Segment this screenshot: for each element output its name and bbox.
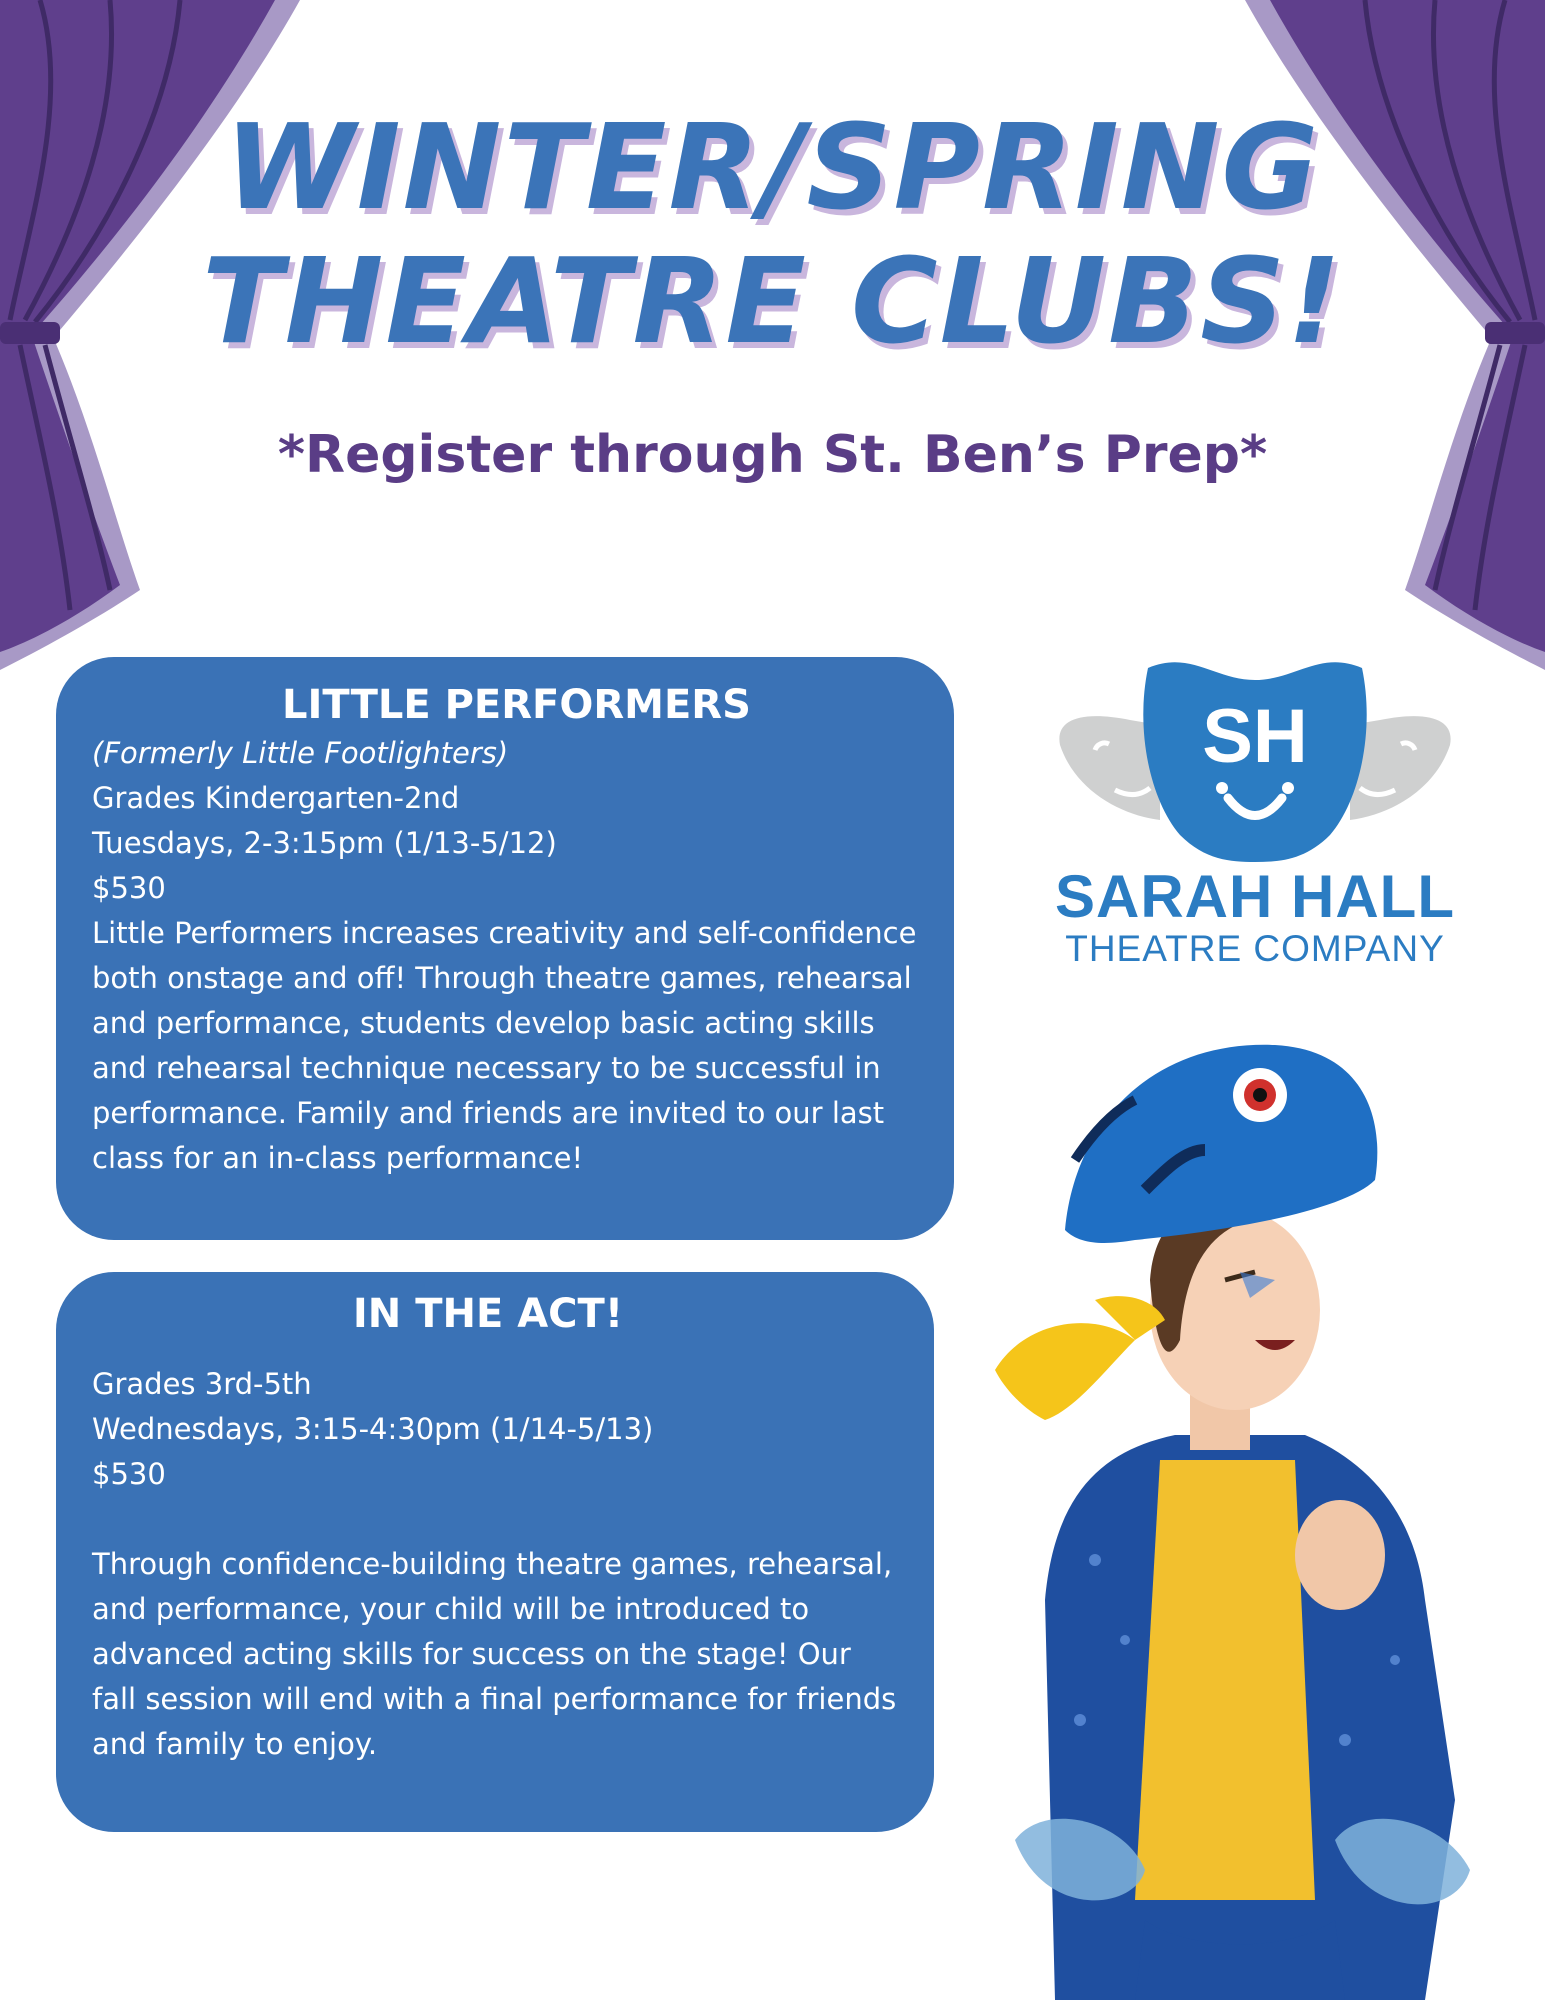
program-description: Little Performers increases creativity and self-confidence both onstage and off! Through theatre games, rehearsal and performance, students develop basic acting skills and rehearsal technique necessary to be successful in performance. Family and friends are invited to our last class for an in-class performance! xyxy=(92,916,917,1175)
program-card-in-the-act xyxy=(56,1272,934,1832)
program-grades: Grades Kindergarten-2nd xyxy=(92,781,460,815)
program-card-little-performers xyxy=(56,657,954,1240)
program-schedule: Wednesdays, 3:15-4:30pm (1/14-5/13) xyxy=(92,1412,654,1446)
title-line-1: WINTER/SPRING xyxy=(224,98,1321,236)
performer-photo xyxy=(985,1040,1505,2000)
program-price: $530 xyxy=(92,871,166,905)
title-line-2: THEATRE CLUBS! xyxy=(202,232,1343,370)
program-title: IN THE ACT! xyxy=(352,1291,624,1337)
program-title: LITTLE PERFORMERS xyxy=(282,682,751,728)
program-grades: Grades 3rd-5th xyxy=(92,1367,312,1401)
logo-subtitle: THEATRE COMPANY xyxy=(1065,928,1445,969)
page-title xyxy=(0,100,1545,368)
program-price: $530 xyxy=(92,1457,166,1491)
sarah-hall-logo xyxy=(1040,650,1470,980)
program-subtitle: (Formerly Little Footlighters) xyxy=(92,736,509,770)
logo-initials: SH xyxy=(1202,694,1308,779)
program-details xyxy=(92,1362,904,1497)
program-schedule: Tuesdays, 2-3:15pm (1/13-5/12) xyxy=(92,826,557,860)
logo-name: SARAH HALL xyxy=(1055,863,1455,930)
register-note: *Register through St. Ben’s Prep* xyxy=(277,425,1268,485)
theatre-mask-icon xyxy=(1040,650,1470,865)
program-description: Through confidence-building theatre games, rehearsal, and performance, your child will be introduced to advanced acting skills for success on the stage! Our fall session will end with a final performance for friends and family to enjoy. xyxy=(92,1547,897,1761)
